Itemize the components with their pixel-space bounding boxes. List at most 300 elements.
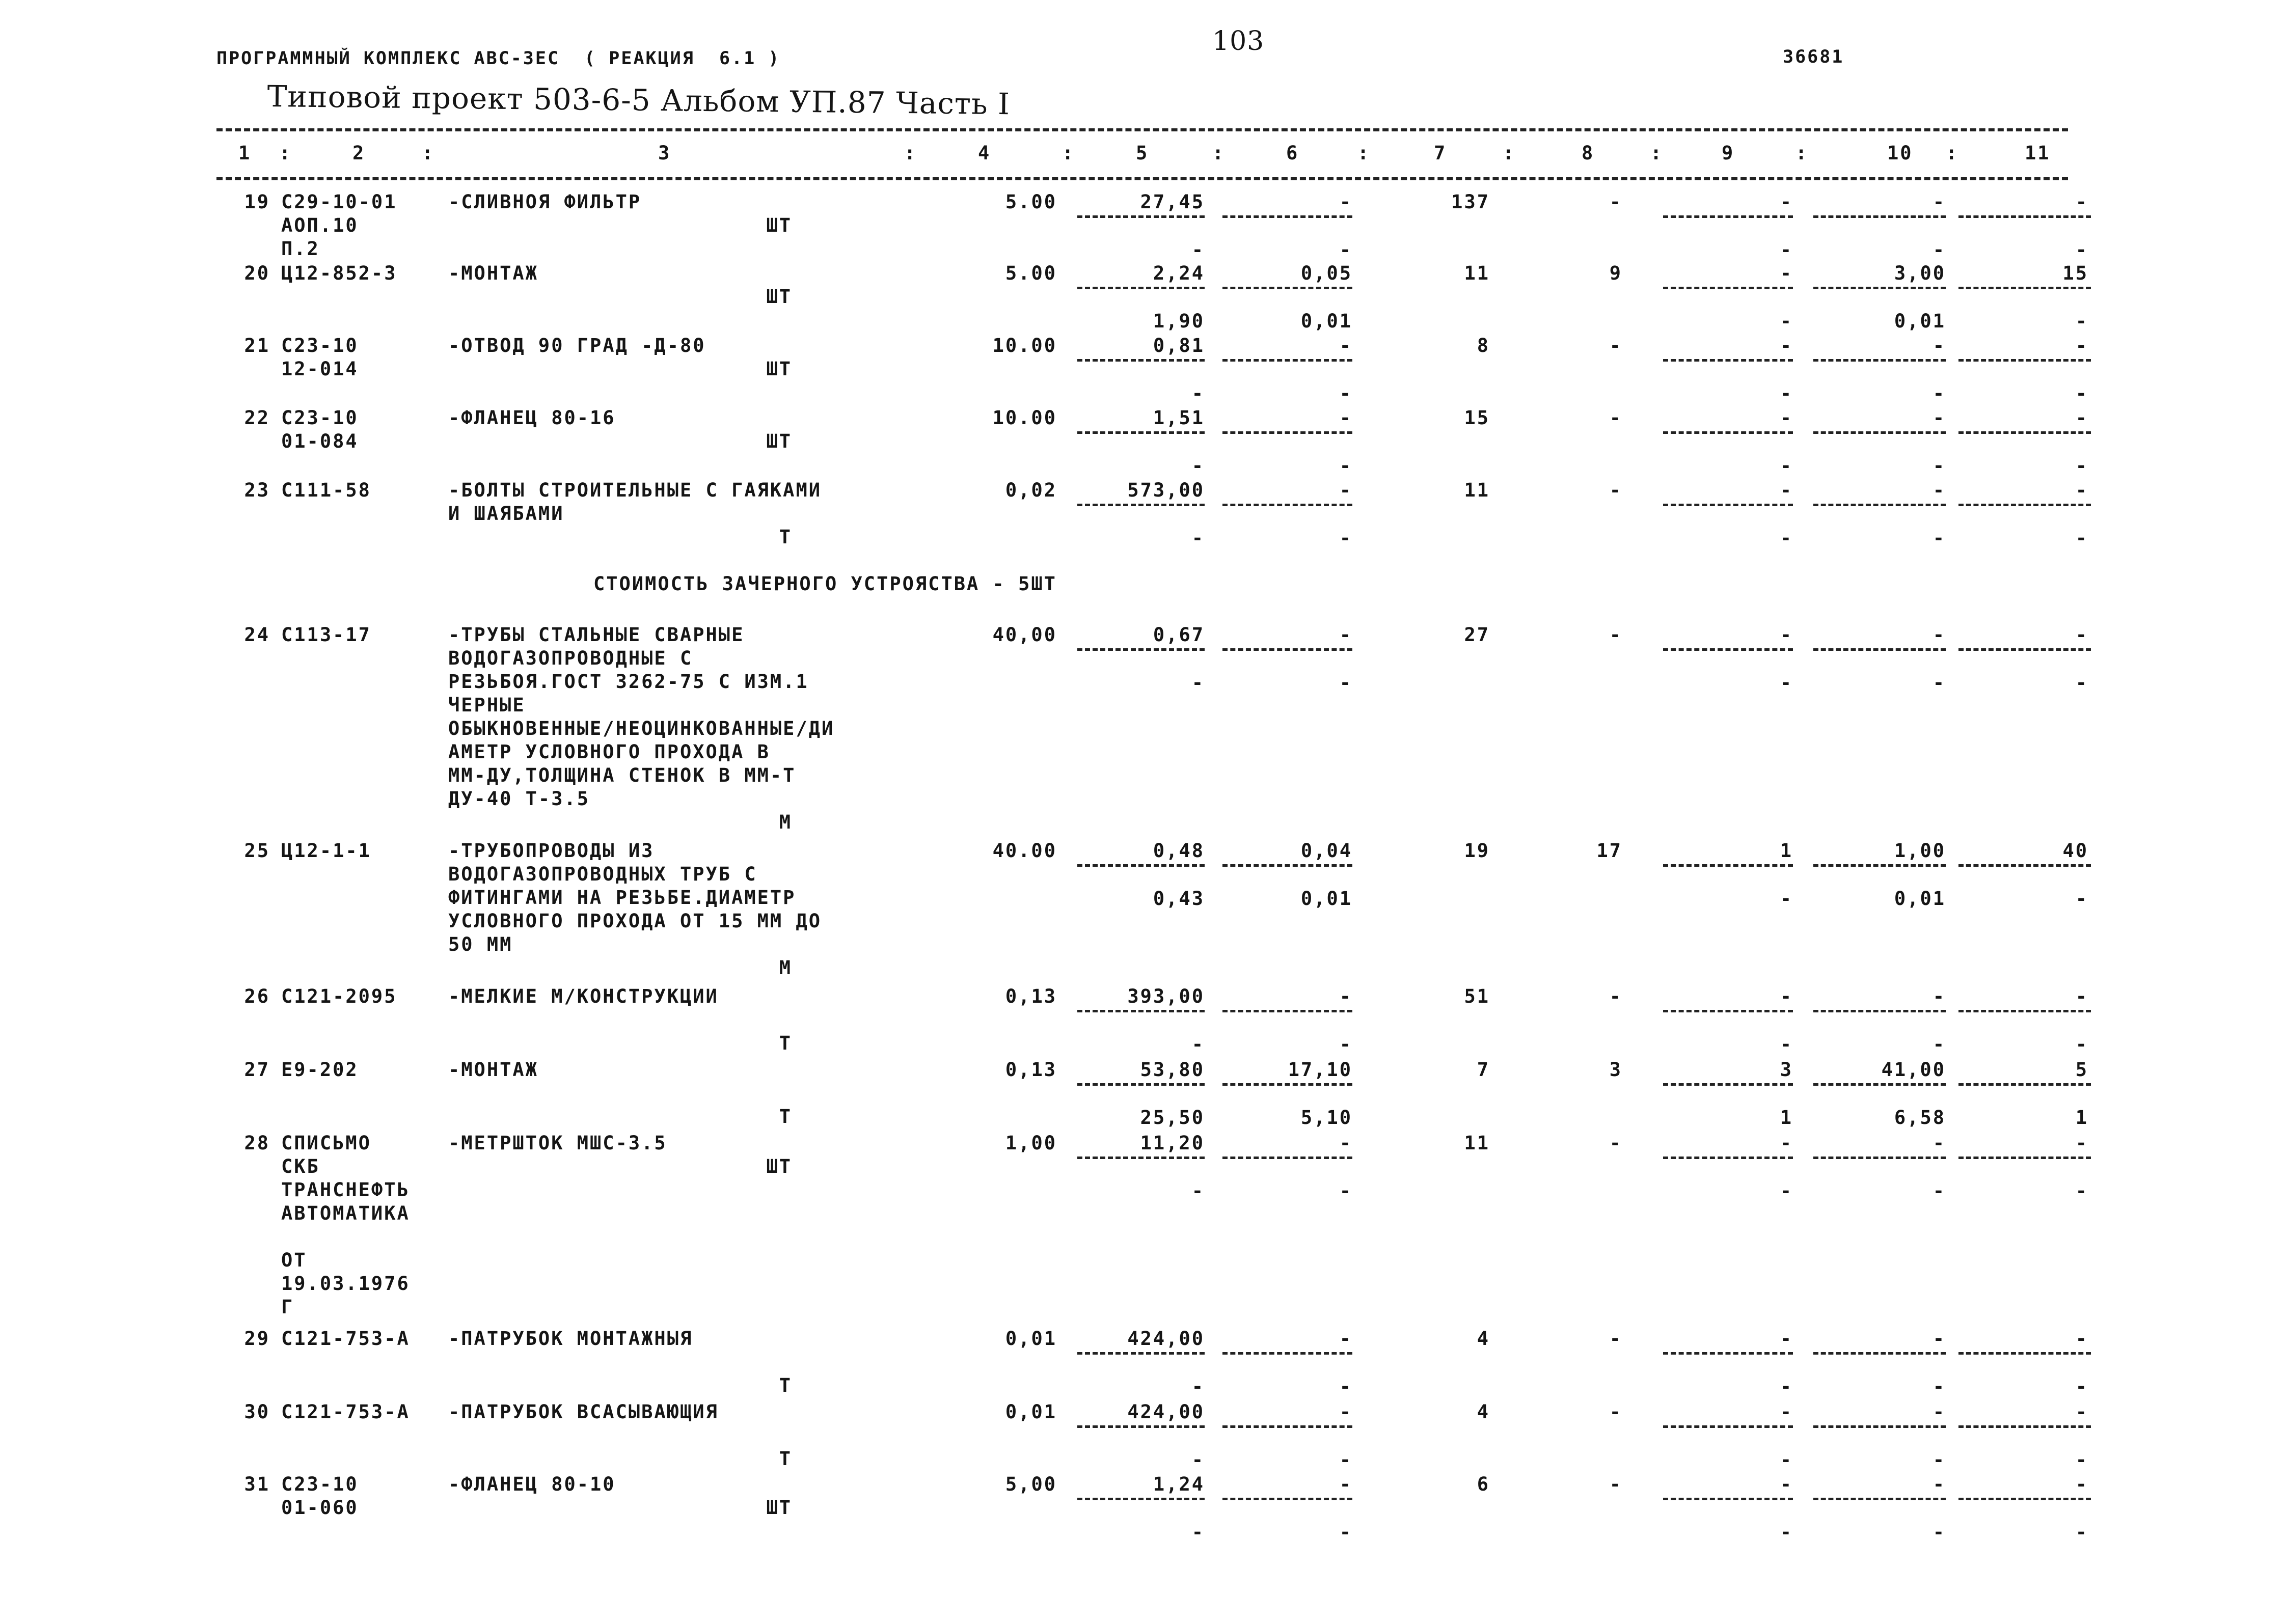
column-number: 5 xyxy=(1136,142,1149,164)
row-code-line: 01-084 xyxy=(281,430,359,452)
row-name-line: -ФЛАНЕЦ 80-10 xyxy=(448,1473,616,1495)
cell-divider xyxy=(1813,215,1946,218)
row-unit: Т xyxy=(779,1448,792,1470)
row-col10-lower: - xyxy=(1933,1033,1946,1055)
row-quantity: 5,00 xyxy=(1005,1473,1057,1495)
row-unit: ШТ xyxy=(766,214,792,236)
cell-divider xyxy=(1222,648,1352,651)
cell-divider xyxy=(1663,1498,1793,1500)
top-rule xyxy=(216,128,2068,131)
row-code-line: П.2 xyxy=(281,238,320,260)
row-number: 19 xyxy=(244,191,270,213)
row-code-line: Е9-202 xyxy=(281,1059,359,1081)
row-col6: 17,10 xyxy=(1288,1059,1352,1081)
row-col8: - xyxy=(1609,191,1622,213)
cell-divider xyxy=(1222,864,1352,867)
row-unit: М xyxy=(779,957,792,979)
cell-divider xyxy=(1958,504,2091,506)
cell-divider xyxy=(1813,1498,1946,1500)
row-col6-lower: - xyxy=(1339,1033,1352,1055)
row-col7: 4 xyxy=(1477,1328,1490,1350)
cell-divider xyxy=(1222,1352,1352,1355)
row-col7: 27 xyxy=(1464,624,1490,646)
column-number: 8 xyxy=(1582,142,1595,164)
row-code-line: Ц12-852-3 xyxy=(281,262,397,284)
row-col10: 3,00 xyxy=(1894,262,1946,284)
column-separator: : xyxy=(1062,142,1075,164)
row-code-line: С121-753-А xyxy=(281,1328,410,1350)
cell-divider xyxy=(1663,1010,1793,1012)
row-number: 26 xyxy=(244,985,270,1007)
row-unit: Т xyxy=(779,526,792,548)
row-col10-lower: - xyxy=(1933,1375,1946,1397)
row-col7: 137 xyxy=(1451,191,1490,213)
row-col11: 5 xyxy=(2075,1059,2088,1081)
row-number: 24 xyxy=(244,624,270,646)
row-code-line: СКБ xyxy=(281,1155,320,1177)
row-col5: 393,00 xyxy=(1127,985,1205,1007)
cell-divider xyxy=(1958,1010,2091,1012)
row-quantity: 1,00 xyxy=(1005,1132,1057,1154)
row-col7: 11 xyxy=(1464,262,1490,284)
row-col9-lower: - xyxy=(1780,527,1793,549)
row-col9: 3 xyxy=(1780,1059,1793,1081)
row-col6: - xyxy=(1339,479,1352,501)
row-col11: - xyxy=(2075,1132,2088,1154)
row-col10-lower: - xyxy=(1933,527,1946,549)
project-title: Типовой проект 503-6-5 Альбом УП.87 Часть I xyxy=(267,79,1011,122)
row-name-line: РЕЗЬБОЯ.ГОСТ 3262-75 С ИЗМ.1 xyxy=(448,671,809,693)
row-col11-lower: 1 xyxy=(2075,1107,2088,1128)
row-name-line: -МЕТРШТОК МШС-3.5 xyxy=(448,1132,667,1154)
cell-divider xyxy=(1222,1083,1352,1086)
row-col11: - xyxy=(2075,1401,2088,1423)
row-col9-lower: - xyxy=(1780,1180,1793,1202)
row-col5-lower: 1,90 xyxy=(1153,310,1205,332)
column-separator: : xyxy=(1503,142,1516,164)
row-col8: - xyxy=(1609,407,1622,429)
cell-divider xyxy=(1077,1083,1205,1086)
column-number: 3 xyxy=(658,142,671,164)
row-col11: - xyxy=(2075,335,2088,356)
row-code-line: АОП.10 xyxy=(281,214,359,236)
row-col8: - xyxy=(1609,335,1622,356)
cell-divider xyxy=(1222,1010,1352,1012)
cell-divider xyxy=(1222,504,1352,506)
row-col8: - xyxy=(1609,624,1622,646)
row-col6: - xyxy=(1339,335,1352,356)
row-col11: - xyxy=(2075,191,2088,213)
row-col9: - xyxy=(1780,191,1793,213)
row-col11-lower: - xyxy=(2075,888,2088,910)
row-col8: 3 xyxy=(1609,1059,1622,1081)
row-col6: - xyxy=(1339,624,1352,646)
cell-divider xyxy=(1663,648,1793,651)
cell-divider xyxy=(1077,1425,1205,1428)
cell-divider xyxy=(1077,504,1205,506)
row-name-line: -ОТВОД 90 ГРАД -Д-80 xyxy=(448,335,706,356)
row-name-line: -ТРУБЫ СТАЛЬНЫЕ СВАРНЫЕ xyxy=(448,624,745,646)
row-col7: 6 xyxy=(1477,1473,1490,1495)
row-col5: 53,80 xyxy=(1140,1059,1205,1081)
row-col6: - xyxy=(1339,1401,1352,1423)
row-code-line: СПИСЬМО xyxy=(281,1132,371,1154)
column-separator: : xyxy=(1795,142,1809,164)
row-col9-lower: - xyxy=(1780,1449,1793,1471)
cell-divider xyxy=(1813,1157,1946,1159)
cell-divider xyxy=(1663,287,1793,289)
row-col8: - xyxy=(1609,479,1622,501)
cell-divider xyxy=(1222,1157,1352,1159)
row-col9: - xyxy=(1780,1401,1793,1423)
row-quantity: 0,01 xyxy=(1005,1328,1057,1350)
cell-divider xyxy=(1958,1498,2091,1500)
cell-divider xyxy=(1077,1157,1205,1159)
column-number: 10 xyxy=(1887,142,1913,164)
column-number: 6 xyxy=(1286,142,1299,164)
row-name-line: -ПАТРУБОК МОНТАЖНЫЯ xyxy=(448,1328,693,1350)
row-col5: 573,00 xyxy=(1127,479,1205,501)
row-name-line: ОБЫКНОВЕННЫЕ/НЕОЦИНКОВАННЫЕ/ДИ xyxy=(448,718,835,739)
row-quantity: 10.00 xyxy=(992,335,1057,356)
row-quantity: 5.00 xyxy=(1005,191,1057,213)
row-col5: 424,00 xyxy=(1127,1328,1205,1350)
row-number: 23 xyxy=(244,479,270,501)
cell-divider xyxy=(1077,215,1205,218)
cell-divider xyxy=(1958,1425,2091,1428)
row-name-line: УСЛОВНОГО ПРОХОДА ОТ 15 ММ ДО xyxy=(448,910,822,932)
row-col9-lower: - xyxy=(1780,455,1793,477)
row-col11-lower: - xyxy=(2075,455,2088,477)
row-quantity: 40,00 xyxy=(992,624,1057,646)
row-col8: - xyxy=(1609,985,1622,1007)
row-col6-lower: - xyxy=(1339,1180,1352,1202)
row-number: 28 xyxy=(244,1132,270,1154)
row-number: 31 xyxy=(244,1473,270,1495)
row-col5-lower: 0,43 xyxy=(1153,888,1205,910)
row-col8: 17 xyxy=(1596,840,1622,862)
row-col5: 424,00 xyxy=(1127,1401,1205,1423)
row-number: 25 xyxy=(244,840,270,862)
cell-divider xyxy=(1813,431,1946,434)
row-code-line: АВТОМАТИКА xyxy=(281,1202,410,1224)
row-col5-lower: - xyxy=(1191,1521,1205,1543)
row-quantity: 40.00 xyxy=(992,840,1057,862)
row-col10: - xyxy=(1933,479,1946,501)
row-col10: - xyxy=(1933,407,1946,429)
row-number: 29 xyxy=(244,1328,270,1350)
column-number: 11 xyxy=(2025,142,2051,164)
cell-divider xyxy=(1958,1083,2091,1086)
row-col5-lower: - xyxy=(1191,239,1205,261)
row-code-line: С23-10 xyxy=(281,335,359,356)
cell-divider xyxy=(1958,287,2091,289)
row-code-line: Ц12-1-1 xyxy=(281,840,371,862)
cell-divider xyxy=(1663,1352,1793,1355)
row-code-line: С121-753-А xyxy=(281,1401,410,1423)
row-col11: - xyxy=(2075,1473,2088,1495)
cell-divider xyxy=(1077,1010,1205,1012)
cell-divider xyxy=(1958,1157,2091,1159)
row-col8: - xyxy=(1609,1328,1622,1350)
row-col9: - xyxy=(1780,624,1793,646)
row-code-line: 01-060 xyxy=(281,1497,359,1519)
row-col9-lower: - xyxy=(1780,1033,1793,1055)
cell-divider xyxy=(1077,864,1205,867)
row-col7: 4 xyxy=(1477,1401,1490,1423)
row-code-line: С113-17 xyxy=(281,624,371,646)
row-col10: - xyxy=(1933,1132,1946,1154)
row-quantity: 0,01 xyxy=(1005,1401,1057,1423)
cell-divider xyxy=(1958,215,2091,218)
cell-divider xyxy=(1813,864,1946,867)
row-col5-lower: - xyxy=(1191,1449,1205,1471)
row-name-line: -МОНТАЖ xyxy=(448,262,538,284)
row-col11: - xyxy=(2075,985,2088,1007)
row-unit: Т xyxy=(779,1106,792,1127)
row-code-line: С29-10-01 xyxy=(281,191,397,213)
row-col7: 11 xyxy=(1464,479,1490,501)
row-col11: 40 xyxy=(2062,840,2088,862)
row-col9: - xyxy=(1780,335,1793,356)
row-col5: 0,67 xyxy=(1153,624,1205,646)
row-col6-lower: 0,01 xyxy=(1300,888,1352,910)
row-col5-lower: - xyxy=(1191,527,1205,549)
row-code-line: С23-10 xyxy=(281,407,359,429)
row-name-line: И ШАЯБАМИ xyxy=(448,503,564,525)
row-code-line: 19.03.1976 xyxy=(281,1273,410,1295)
row-col9-lower: - xyxy=(1780,1375,1793,1397)
row-name-line: -МЕЛКИЕ М/КОНСТРУКЦИИ xyxy=(448,985,719,1007)
row-unit: ШТ xyxy=(766,1155,792,1177)
row-col11: - xyxy=(2075,624,2088,646)
column-separator: : xyxy=(1357,142,1371,164)
row-col7: 51 xyxy=(1464,985,1490,1007)
cell-divider xyxy=(1663,1157,1793,1159)
row-col9-lower: - xyxy=(1780,382,1793,404)
row-col9: - xyxy=(1780,1473,1793,1495)
row-quantity: 0,02 xyxy=(1005,479,1057,501)
column-separator: : xyxy=(1946,142,1959,164)
row-col10: - xyxy=(1933,1328,1946,1350)
row-col10-lower: - xyxy=(1933,672,1946,694)
row-col9-lower: - xyxy=(1780,672,1793,694)
row-name-line: -ПАТРУБОК ВСАСЫВАЮЩИЯ xyxy=(448,1401,719,1423)
row-name-line: ВОДОГАЗОПРОВОДНЫЕ С xyxy=(448,647,693,669)
row-col9: - xyxy=(1780,1328,1793,1350)
row-col11: - xyxy=(2075,1328,2088,1350)
row-col9-lower: - xyxy=(1780,310,1793,332)
row-quantity: 10.00 xyxy=(992,407,1057,429)
row-col5: 1,24 xyxy=(1153,1473,1205,1495)
cell-divider xyxy=(1222,359,1352,362)
row-col5: 1,51 xyxy=(1153,407,1205,429)
row-unit: М xyxy=(779,811,792,833)
row-col9-lower: - xyxy=(1780,1521,1793,1543)
row-col10: - xyxy=(1933,1401,1946,1423)
row-col8: 9 xyxy=(1609,262,1622,284)
row-col5: 0,81 xyxy=(1153,335,1205,356)
row-col6-lower: - xyxy=(1339,1449,1352,1471)
row-col10: - xyxy=(1933,191,1946,213)
cell-divider xyxy=(1222,287,1352,289)
cell-divider xyxy=(1813,1010,1946,1012)
cell-divider xyxy=(1077,648,1205,651)
row-col9-lower: - xyxy=(1780,888,1793,910)
row-name-line: -ФЛАНЕЦ 80-16 xyxy=(448,407,616,429)
row-number: 30 xyxy=(244,1401,270,1423)
cell-divider xyxy=(1958,431,2091,434)
column-number: 1 xyxy=(238,142,252,164)
row-unit: Т xyxy=(779,1374,792,1396)
row-col10-lower: - xyxy=(1933,455,1946,477)
row-col10-lower: 6,58 xyxy=(1894,1107,1946,1128)
row-unit: ШТ xyxy=(766,430,792,452)
column-separator: : xyxy=(1212,142,1226,164)
row-col9-lower: - xyxy=(1780,239,1793,261)
row-col10: - xyxy=(1933,985,1946,1007)
row-col8: - xyxy=(1609,1401,1622,1423)
cell-divider xyxy=(1663,431,1793,434)
row-col6-lower: 5,10 xyxy=(1300,1107,1352,1128)
row-unit: ШТ xyxy=(766,358,792,380)
cell-divider xyxy=(1813,359,1946,362)
row-name-line: -ТРУБОПРОВОДЫ ИЗ xyxy=(448,840,655,862)
row-col7: 8 xyxy=(1477,335,1490,356)
row-name-line: АМЕТР УСЛОВНОГО ПРОХОДА В xyxy=(448,741,770,763)
row-code-line: ТРАНСНЕФТЬ xyxy=(281,1179,410,1201)
cell-divider xyxy=(1077,1352,1205,1355)
row-col6-lower: - xyxy=(1339,455,1352,477)
row-quantity: 0,13 xyxy=(1005,985,1057,1007)
row-code-line: С23-10 xyxy=(281,1473,359,1495)
row-col6: 0,04 xyxy=(1300,840,1352,862)
row-col10: - xyxy=(1933,335,1946,356)
column-number: 4 xyxy=(978,142,991,164)
cell-divider xyxy=(1222,1425,1352,1428)
row-col10-lower: 0,01 xyxy=(1894,310,1946,332)
cell-divider xyxy=(1813,287,1946,289)
column-number: 7 xyxy=(1434,142,1447,164)
row-number: 21 xyxy=(244,335,270,356)
row-col11-lower: - xyxy=(2075,1033,2088,1055)
row-col10-lower: - xyxy=(1933,1521,1946,1543)
document-number: 36681 xyxy=(1783,47,1844,67)
row-col5-lower: - xyxy=(1191,455,1205,477)
row-col10-lower: - xyxy=(1933,1449,1946,1471)
row-col6-lower: - xyxy=(1339,382,1352,404)
row-code-line: ОТ xyxy=(281,1249,307,1271)
row-col11-lower: - xyxy=(2075,672,2088,694)
row-col9: - xyxy=(1780,1132,1793,1154)
row-col5-lower: 25,50 xyxy=(1140,1107,1205,1128)
row-col6: - xyxy=(1339,985,1352,1007)
row-name-line: ММ-ДУ,ТОЛЩИНА СТЕНОК В ММ-Т xyxy=(448,764,796,786)
header-rule xyxy=(216,177,2068,180)
row-col5-lower: - xyxy=(1191,1375,1205,1397)
row-col6: - xyxy=(1339,1328,1352,1350)
row-col9: 1 xyxy=(1780,840,1793,862)
cell-divider xyxy=(1813,1425,1946,1428)
row-col11-lower: - xyxy=(2075,1521,2088,1543)
row-col6: - xyxy=(1339,407,1352,429)
cell-divider xyxy=(1222,431,1352,434)
row-name-line: -МОНТАЖ xyxy=(448,1059,538,1081)
section-title: СТОИМОСТЬ ЗАЧЕРНОГО УСТРОЯСТВА - 5ШТ xyxy=(593,573,1057,595)
row-col11-lower: - xyxy=(2075,1180,2088,1202)
row-col9: - xyxy=(1780,479,1793,501)
row-name-line: ЧЕРНЫЕ xyxy=(448,694,526,716)
row-name-line: ФИТИНГАМИ НА РЕЗЬБЕ.ДИАМЕТР xyxy=(448,887,796,909)
row-col11-lower: - xyxy=(2075,1449,2088,1471)
row-col11: - xyxy=(2075,479,2088,501)
cell-divider xyxy=(1077,1498,1205,1500)
cell-divider xyxy=(1077,287,1205,289)
row-col10-lower: - xyxy=(1933,382,1946,404)
cell-divider xyxy=(1663,864,1793,867)
row-col6: - xyxy=(1339,1473,1352,1495)
row-col10: 41,00 xyxy=(1881,1059,1946,1081)
row-col7: 7 xyxy=(1477,1059,1490,1081)
row-code-line: Г xyxy=(281,1296,294,1318)
row-col10-lower: 0,01 xyxy=(1894,888,1946,910)
row-col10-lower: - xyxy=(1933,239,1946,261)
row-col7: 15 xyxy=(1464,407,1490,429)
row-col11: 15 xyxy=(2062,262,2088,284)
row-col5-lower: - xyxy=(1191,382,1205,404)
column-separator: : xyxy=(422,142,435,164)
row-col6-lower: - xyxy=(1339,1375,1352,1397)
row-col5: 27,45 xyxy=(1140,191,1205,213)
cell-divider xyxy=(1663,215,1793,218)
row-col9: - xyxy=(1780,407,1793,429)
row-col6: 0,05 xyxy=(1300,262,1352,284)
row-name-line: -СЛИВНОЯ ФИЛЬТР xyxy=(448,191,642,213)
cell-divider xyxy=(1813,648,1946,651)
cell-divider xyxy=(1663,1083,1793,1086)
cell-divider xyxy=(1663,359,1793,362)
row-col5-lower: - xyxy=(1191,672,1205,694)
row-col9-lower: 1 xyxy=(1780,1107,1793,1128)
row-col6-lower: - xyxy=(1339,1521,1352,1543)
row-col5-lower: - xyxy=(1191,1180,1205,1202)
row-number: 20 xyxy=(244,262,270,284)
column-number: 2 xyxy=(352,142,366,164)
row-col11: - xyxy=(2075,407,2088,429)
row-col10-lower: - xyxy=(1933,1180,1946,1202)
cell-divider xyxy=(1958,648,2091,651)
cell-divider xyxy=(1077,359,1205,362)
row-quantity: 0,13 xyxy=(1005,1059,1057,1081)
row-col8: - xyxy=(1609,1473,1622,1495)
cell-divider xyxy=(1663,1425,1793,1428)
row-col11-lower: - xyxy=(2075,527,2088,549)
cell-divider xyxy=(1958,1352,2091,1355)
page-number: 103 xyxy=(1212,26,1265,57)
row-name-line: ДУ-40 Т-3.5 xyxy=(448,788,590,810)
row-col11-lower: - xyxy=(2075,239,2088,261)
row-col7: 11 xyxy=(1464,1132,1490,1154)
row-col6-lower: - xyxy=(1339,672,1352,694)
row-col9: - xyxy=(1780,262,1793,284)
column-separator: : xyxy=(904,142,917,164)
row-code-line: С121-2095 xyxy=(281,985,397,1007)
row-col8: - xyxy=(1609,1132,1622,1154)
row-number: 22 xyxy=(244,407,270,429)
row-col11-lower: - xyxy=(2075,310,2088,332)
cell-divider xyxy=(1222,1498,1352,1500)
program-header: ПРОГРАММНЫЙ КОМПЛЕКС АВС-3ЕС ( РЕАКЦИЯ 6.1 ) xyxy=(216,48,781,69)
